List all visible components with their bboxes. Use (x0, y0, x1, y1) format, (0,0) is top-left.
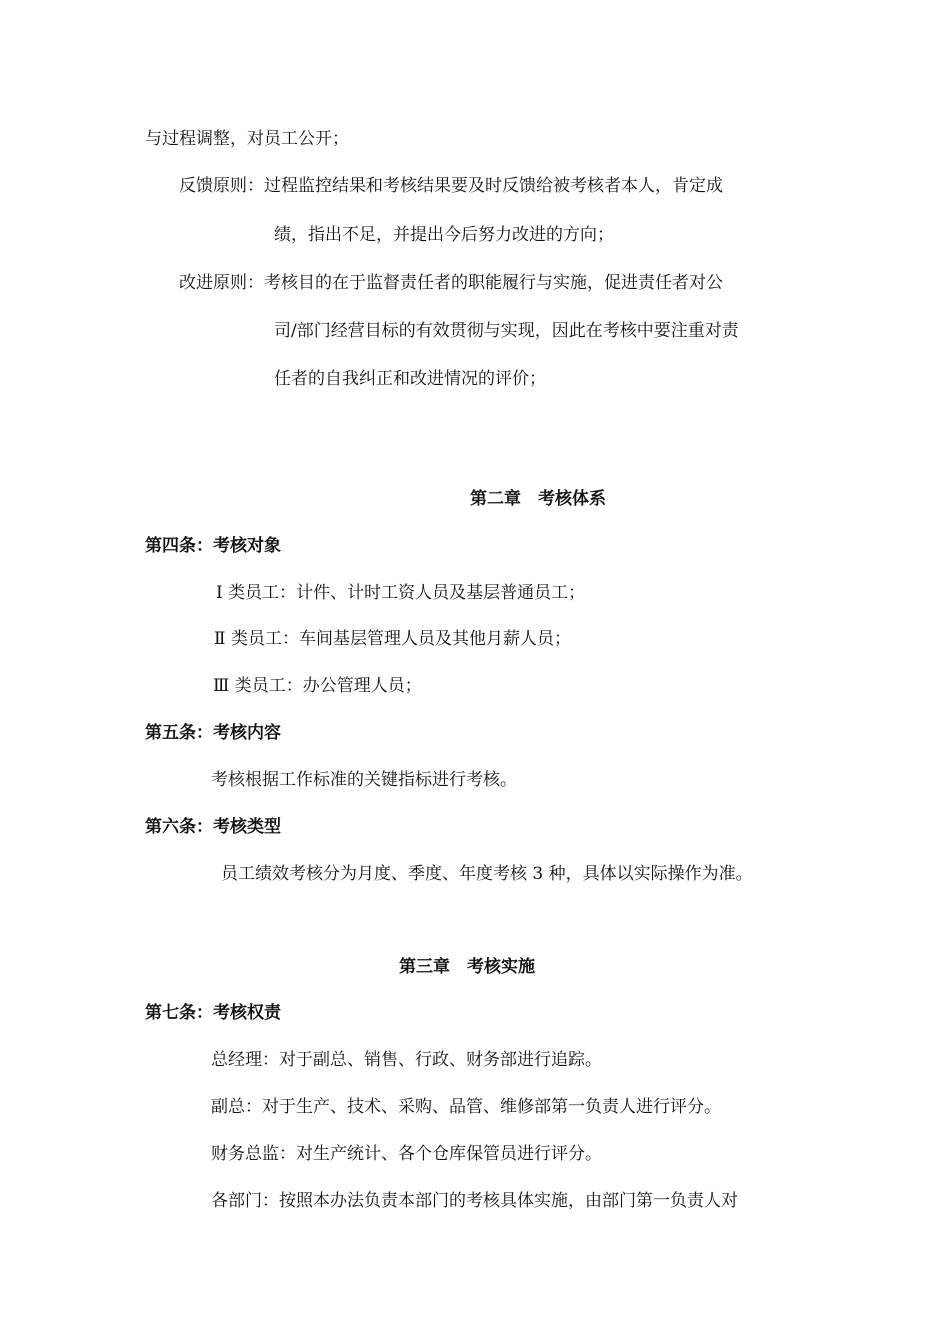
article-heading: 第七条：考核权责 (145, 1003, 281, 1023)
paragraph-line: 任者的自我纠正和改进情况的评价； (274, 369, 546, 389)
chapter-heading: 第二章 考核体系 (470, 489, 606, 509)
principle-improvement: 改进原则：考核目的在于监督责任者的职能履行与实施，促进责任者对公 (179, 273, 723, 293)
paragraph-line: 司/部门经营目标的有效贯彻与实现，因此在考核中要注重对责 (274, 321, 739, 341)
list-item: Ⅲ 类员工：办公管理人员； (213, 676, 422, 696)
article-heading: 第五条：考核内容 (145, 723, 281, 743)
article-heading: 第六条：考核类型 (145, 817, 281, 837)
paragraph-line: 与过程调整，对员工公开； (145, 129, 349, 149)
paragraph-line: 副总：对于生产、技术、采购、品管、维修部第一负责人进行评分。 (211, 1097, 721, 1117)
paragraph-line: 各部门：按照本办法负责本部门的考核具体实施，由部门第一负责人对 (211, 1191, 738, 1211)
chapter-heading: 第三章 考核实施 (399, 957, 535, 977)
list-item: Ⅰ 类员工：计件、计时工资人员及基层普通员工； (216, 583, 586, 603)
paragraph-line: 总经理：对于副总、销售、行政、财务部进行追踪。 (211, 1050, 602, 1070)
paragraph-line: 考核根据工作标准的关键指标进行考核。 (211, 770, 517, 790)
paragraph-line: 员工绩效考核分为月度、季度、年度考核 3 种，具体以实际操作为准。 (221, 864, 753, 884)
paragraph-line: 绩，指出不足，并提出今后努力改进的方向； (274, 225, 614, 245)
list-item: Ⅱ 类员工：车间基层管理人员及其他月薪人员； (214, 629, 571, 649)
paragraph-line: 财务总监：对生产统计、各个仓库保管员进行评分。 (211, 1144, 602, 1164)
article-heading: 第四条：考核对象 (145, 536, 281, 556)
principle-feedback: 反馈原则：过程监控结果和考核结果要及时反馈给被考核者本人，肯定成 (179, 176, 723, 196)
